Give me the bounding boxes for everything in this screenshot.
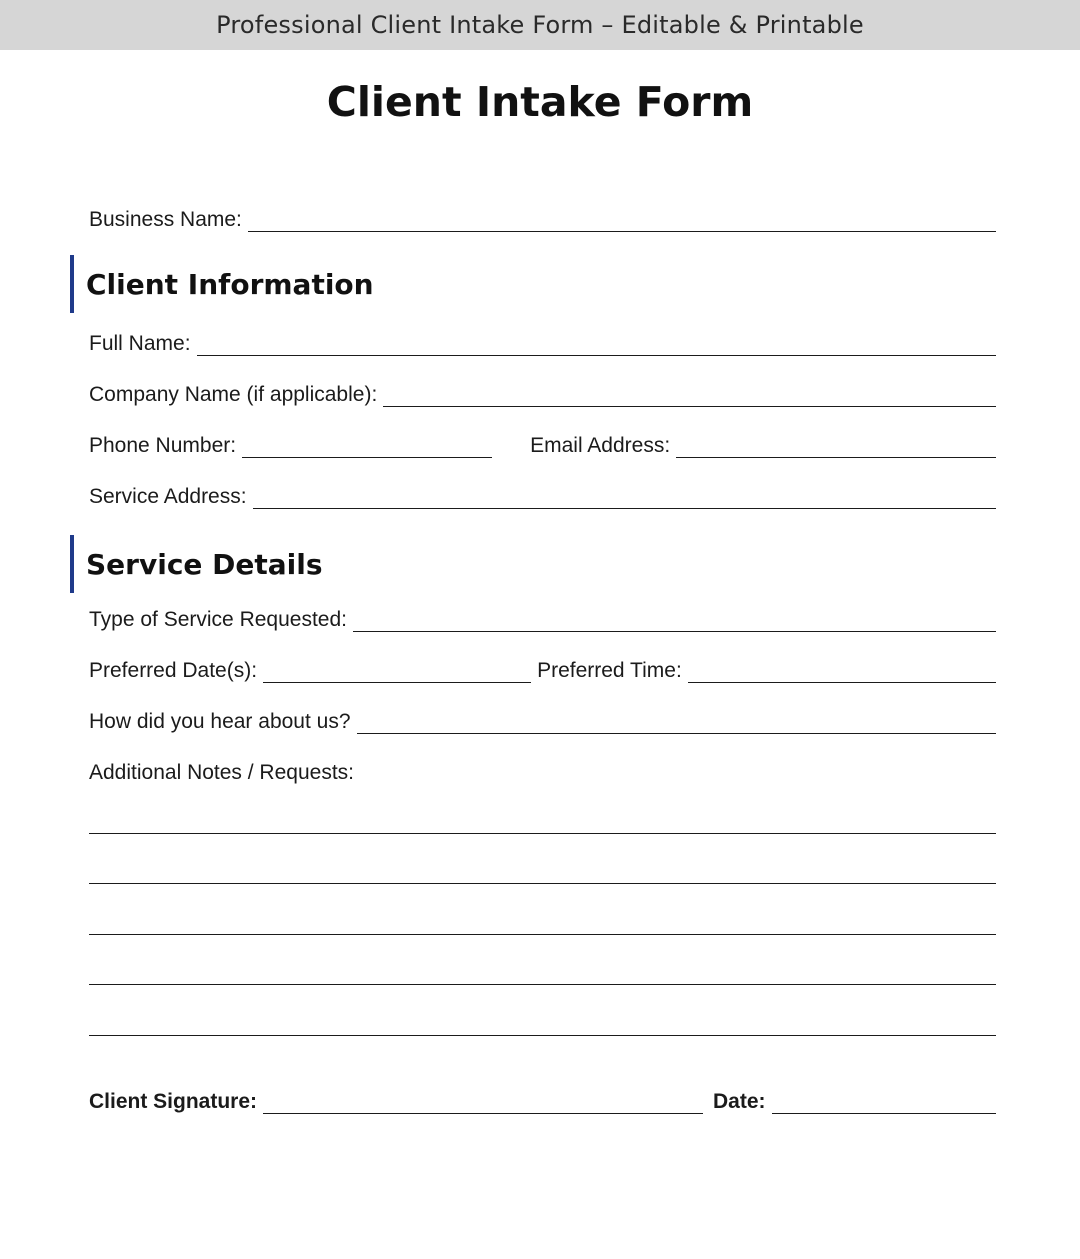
company-name-field[interactable] bbox=[383, 406, 996, 407]
company-name-label: Company Name (if applicable): bbox=[89, 383, 378, 406]
service-address-field[interactable] bbox=[253, 508, 996, 509]
preferred-time-label: Preferred Time: bbox=[537, 659, 682, 682]
service-address-row bbox=[89, 481, 996, 511]
preferred-date-field[interactable] bbox=[263, 682, 531, 683]
notes-line[interactable] bbox=[89, 934, 996, 935]
service-details-heading: Service Details bbox=[70, 535, 323, 593]
service-type-label: Type of Service Requested: bbox=[89, 608, 347, 631]
top-banner bbox=[0, 0, 1080, 50]
email-address-field[interactable] bbox=[676, 457, 996, 458]
client-signature-label: Client Signature: bbox=[89, 1090, 258, 1113]
notes-label-row bbox=[89, 757, 996, 787]
preferred-time-field[interactable] bbox=[688, 682, 996, 683]
additional-notes-label: Additional Notes / Requests: bbox=[89, 761, 354, 784]
service-type-field[interactable] bbox=[353, 631, 996, 632]
referral-label: How did you hear about us? bbox=[89, 710, 351, 733]
referral-row bbox=[89, 706, 996, 736]
service-type-row bbox=[89, 604, 996, 634]
notes-line[interactable] bbox=[89, 833, 996, 834]
client-signature-field[interactable] bbox=[263, 1113, 703, 1114]
signature-date-label: Date: bbox=[713, 1090, 766, 1113]
notes-line[interactable] bbox=[89, 883, 996, 884]
full-name-field[interactable] bbox=[197, 355, 996, 356]
email-address-label: Email Address: bbox=[530, 434, 671, 457]
phone-number-field[interactable] bbox=[242, 457, 492, 458]
form-title: Client Intake Form bbox=[326, 78, 754, 126]
signature-date-field[interactable] bbox=[772, 1113, 996, 1114]
full-name-label: Full Name: bbox=[89, 332, 191, 355]
business-name-label: Business Name: bbox=[89, 208, 242, 231]
signature-row bbox=[89, 1086, 996, 1116]
business-name-row bbox=[89, 204, 996, 234]
business-name-field[interactable] bbox=[248, 231, 996, 232]
notes-line[interactable] bbox=[89, 1035, 996, 1036]
preferred-date-label: Preferred Date(s): bbox=[89, 659, 258, 682]
phone-number-label: Phone Number: bbox=[89, 434, 237, 457]
full-name-row bbox=[89, 328, 996, 358]
phone-email-row bbox=[89, 430, 996, 460]
banner-text: Professional Client Intake Form – Editable & Printable bbox=[216, 11, 864, 39]
preferred-date-time-row bbox=[89, 655, 996, 685]
client-information-heading: Client Information bbox=[70, 255, 374, 313]
service-address-label: Service Address: bbox=[89, 485, 247, 508]
referral-field[interactable] bbox=[357, 733, 996, 734]
company-name-row bbox=[89, 379, 996, 409]
notes-line[interactable] bbox=[89, 984, 996, 985]
